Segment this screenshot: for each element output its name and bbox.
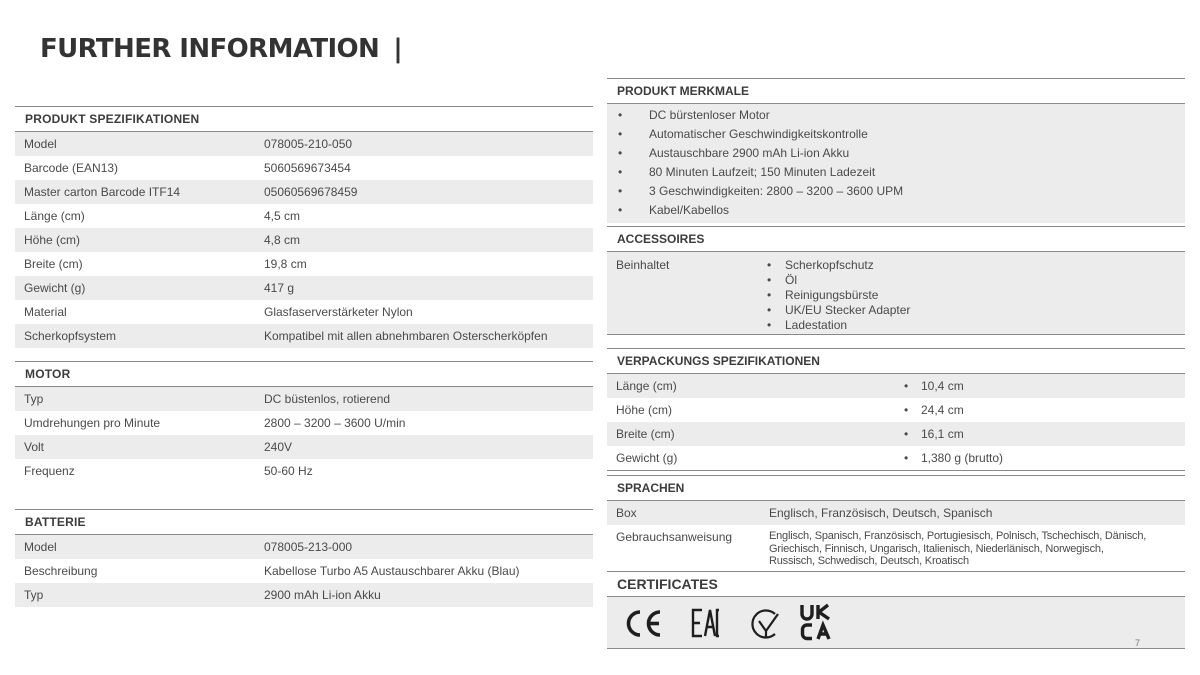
- row-label: Material: [24, 305, 67, 319]
- table-row: [15, 204, 593, 228]
- row-label: Gewicht (g): [24, 281, 86, 295]
- row-label: Master carton Barcode ITF14: [24, 185, 181, 199]
- row-value: [769, 530, 1181, 568]
- produkt-merkmale-list: [607, 104, 1185, 223]
- certificates-header: CERTIFICATES: [607, 571, 1185, 597]
- row-label: Länge (cm): [616, 379, 677, 393]
- row-value: 24,4 cm: [921, 403, 964, 417]
- table-row: [607, 374, 1185, 398]
- row-label: Umdrehungen pro Minute: [24, 416, 161, 430]
- table-row: [15, 535, 593, 559]
- table-row: [15, 387, 593, 411]
- row-label: Model: [24, 540, 57, 554]
- feature-text: 3 Geschwindigkeiten: 2800 – 3200 – 3600 UPM: [649, 184, 904, 198]
- bullet: •: [904, 403, 909, 417]
- list-item: [767, 288, 910, 303]
- page-number: 7: [1135, 638, 1141, 648]
- certificate-marks: [607, 597, 1185, 648]
- bullet: •: [767, 303, 772, 317]
- produkt-merkmale-section: [607, 78, 1185, 223]
- batterie-table: [15, 509, 593, 607]
- table-row: [15, 435, 593, 459]
- bullet: •: [618, 184, 623, 198]
- verpackungs-spezifikationen-section: [607, 348, 1185, 471]
- table-row: [15, 300, 593, 324]
- row-label: Scherkopfsystem: [24, 329, 117, 343]
- accessoires-body: [607, 252, 1185, 334]
- language-line: Griechisch, Finnisch, Ungarisch, Italienisch, Niederlänisch, Norwegisch,: [769, 542, 1104, 555]
- table-row: [15, 180, 593, 204]
- row-label: Typ: [24, 392, 44, 406]
- row-value: 10,4 cm: [921, 379, 964, 393]
- row-label: Beschreibung: [24, 564, 98, 578]
- table-row: [15, 132, 593, 156]
- language-line: Russisch, Schwedisch, Deutsch, Kroatisch: [769, 555, 969, 567]
- bullet: •: [767, 318, 772, 332]
- bullet: •: [618, 203, 623, 217]
- row-value: 078005-213-000: [264, 540, 353, 554]
- row-value: 16,1 cm: [921, 427, 964, 441]
- row-label: Länge (cm): [24, 209, 85, 223]
- ce-mark-icon: [629, 612, 661, 635]
- table-row: [15, 276, 593, 300]
- verpackungs-spezifikationen-header: VERPACKUNGS SPEZIFIKATIONEN: [607, 348, 1185, 374]
- table-row: [15, 411, 593, 435]
- list-item: [607, 201, 1185, 220]
- row-label: Barcode (EAN13): [24, 161, 119, 175]
- row-value: 2800 – 3200 – 3600 U/min: [264, 416, 406, 430]
- row-label: Typ: [24, 588, 44, 602]
- accessoires-section: [607, 226, 1185, 335]
- list-item: [607, 125, 1185, 144]
- list-item: [767, 318, 910, 333]
- row-value: 078005-210-050: [264, 137, 353, 151]
- accessoires-header: ACCESSOIRES: [607, 226, 1185, 252]
- motor-header: MOTOR: [15, 361, 593, 387]
- accessory-text: Ladestation: [785, 318, 848, 332]
- row-label: Höhe (cm): [616, 403, 673, 417]
- table-row: [15, 583, 593, 607]
- eac-mark-icon: [693, 610, 719, 636]
- table-row: [15, 252, 593, 276]
- row-value: 50-60 Hz: [264, 464, 313, 478]
- row-value: Glasfaserverstärketer Nylon: [264, 305, 413, 319]
- row-label: Breite (cm): [24, 257, 83, 271]
- ukca-mark-icon: [802, 605, 829, 639]
- row-label: Volt: [24, 440, 45, 454]
- table-row: [15, 559, 593, 583]
- row-label: Breite (cm): [616, 427, 675, 441]
- batterie-header: BATTERIE: [15, 509, 593, 535]
- row-label: Box: [616, 506, 637, 520]
- page-title: [40, 34, 402, 64]
- language-line: Englisch, Spanisch, Französisch, Portugiesisch, Polnisch, Tschechisch, Dänisch,: [769, 530, 1147, 542]
- bullet: •: [767, 258, 772, 272]
- table-row: [15, 228, 593, 252]
- feature-text: Kabel/Kabellos: [649, 203, 730, 217]
- accessory-text: Reinigungsbürste: [785, 288, 879, 302]
- accessoires-list: [767, 258, 910, 333]
- produkt-merkmale-header: PRODUKT MERKMALE: [607, 78, 1185, 104]
- list-item: [767, 273, 910, 288]
- certificates-body: [607, 597, 1185, 649]
- row-label: Gewicht (g): [616, 451, 678, 465]
- table-row: [607, 501, 1185, 525]
- row-value: 5060569673454: [264, 161, 351, 175]
- bullet: •: [618, 165, 623, 179]
- row-label: Gebrauchsanweisung: [616, 530, 733, 544]
- row-value: 240V: [264, 440, 293, 454]
- list-item: [607, 163, 1185, 182]
- list-item: [767, 258, 910, 273]
- sprachen-header: SPRACHEN: [607, 475, 1185, 501]
- row-value: 2900 mAh Li-ion Akku: [264, 588, 381, 602]
- table-row: [607, 446, 1185, 471]
- bullet: •: [618, 108, 623, 122]
- produkt-spezifikationen-table: [15, 106, 593, 348]
- list-item: [767, 303, 910, 318]
- row-value: Kompatibel mit allen abnehmbaren Osterscherköpfen: [264, 329, 548, 343]
- row-value: 19,8 cm: [264, 257, 307, 271]
- row-value: 05060569678459: [264, 185, 358, 199]
- bullet: •: [904, 451, 909, 465]
- feature-text: Automatischer Geschwindigkeitskontrolle: [649, 127, 868, 141]
- accessory-text: Öl: [785, 273, 797, 287]
- list-item: [607, 182, 1185, 201]
- row-value: DC büstenlos, rotierend: [264, 392, 391, 406]
- row-label: Model: [24, 137, 57, 151]
- row-value: 417 g: [264, 281, 295, 295]
- ukrsepro-mark-icon: [752, 611, 778, 638]
- table-row: [607, 398, 1185, 422]
- list-item: [607, 106, 1185, 125]
- row-value: 4,8 cm: [264, 233, 301, 247]
- row-value: Kabellose Turbo A5 Austauschbarer Akku (Blau): [264, 564, 520, 578]
- title-separator: |: [393, 34, 403, 64]
- bullet: •: [904, 427, 909, 441]
- accessory-text: UK/EU Stecker Adapter: [785, 303, 911, 317]
- bullet: •: [904, 379, 909, 393]
- row-value: 4,5 cm: [264, 209, 301, 223]
- motor-table: [15, 361, 593, 483]
- table-row: [15, 324, 593, 348]
- produkt-spezifikationen-header: PRODUKT SPEZIFIKATIONEN: [15, 106, 593, 132]
- row-value: 1,380 g (brutto): [921, 451, 1004, 465]
- feature-text: Austauschbare 2900 mAh Li-ion Akku: [649, 146, 850, 160]
- list-item: [607, 144, 1185, 163]
- sprachen-section: [607, 475, 1185, 567]
- row-value: Englisch, Französisch, Deutsch, Spanisch: [769, 506, 993, 520]
- table-row: [15, 156, 593, 180]
- feature-text: DC bürstenloser Motor: [649, 108, 770, 122]
- bullet: •: [618, 127, 623, 141]
- row-label: Frequenz: [24, 464, 75, 478]
- row-label: Höhe (cm): [24, 233, 81, 247]
- table-row: [15, 459, 593, 483]
- bullet: •: [618, 146, 623, 160]
- table-row: [607, 422, 1185, 446]
- bullet: •: [767, 288, 772, 302]
- bullet: •: [767, 273, 772, 287]
- table-row: [607, 525, 1185, 567]
- page-title-text: FURTHER INFORMATION: [40, 34, 380, 64]
- accessory-text: Scherkopfschutz: [785, 258, 874, 272]
- feature-text: 80 Minuten Laufzeit; 150 Minuten Ladezeit: [649, 165, 876, 179]
- accessoires-label: Beinhaltet: [616, 258, 670, 272]
